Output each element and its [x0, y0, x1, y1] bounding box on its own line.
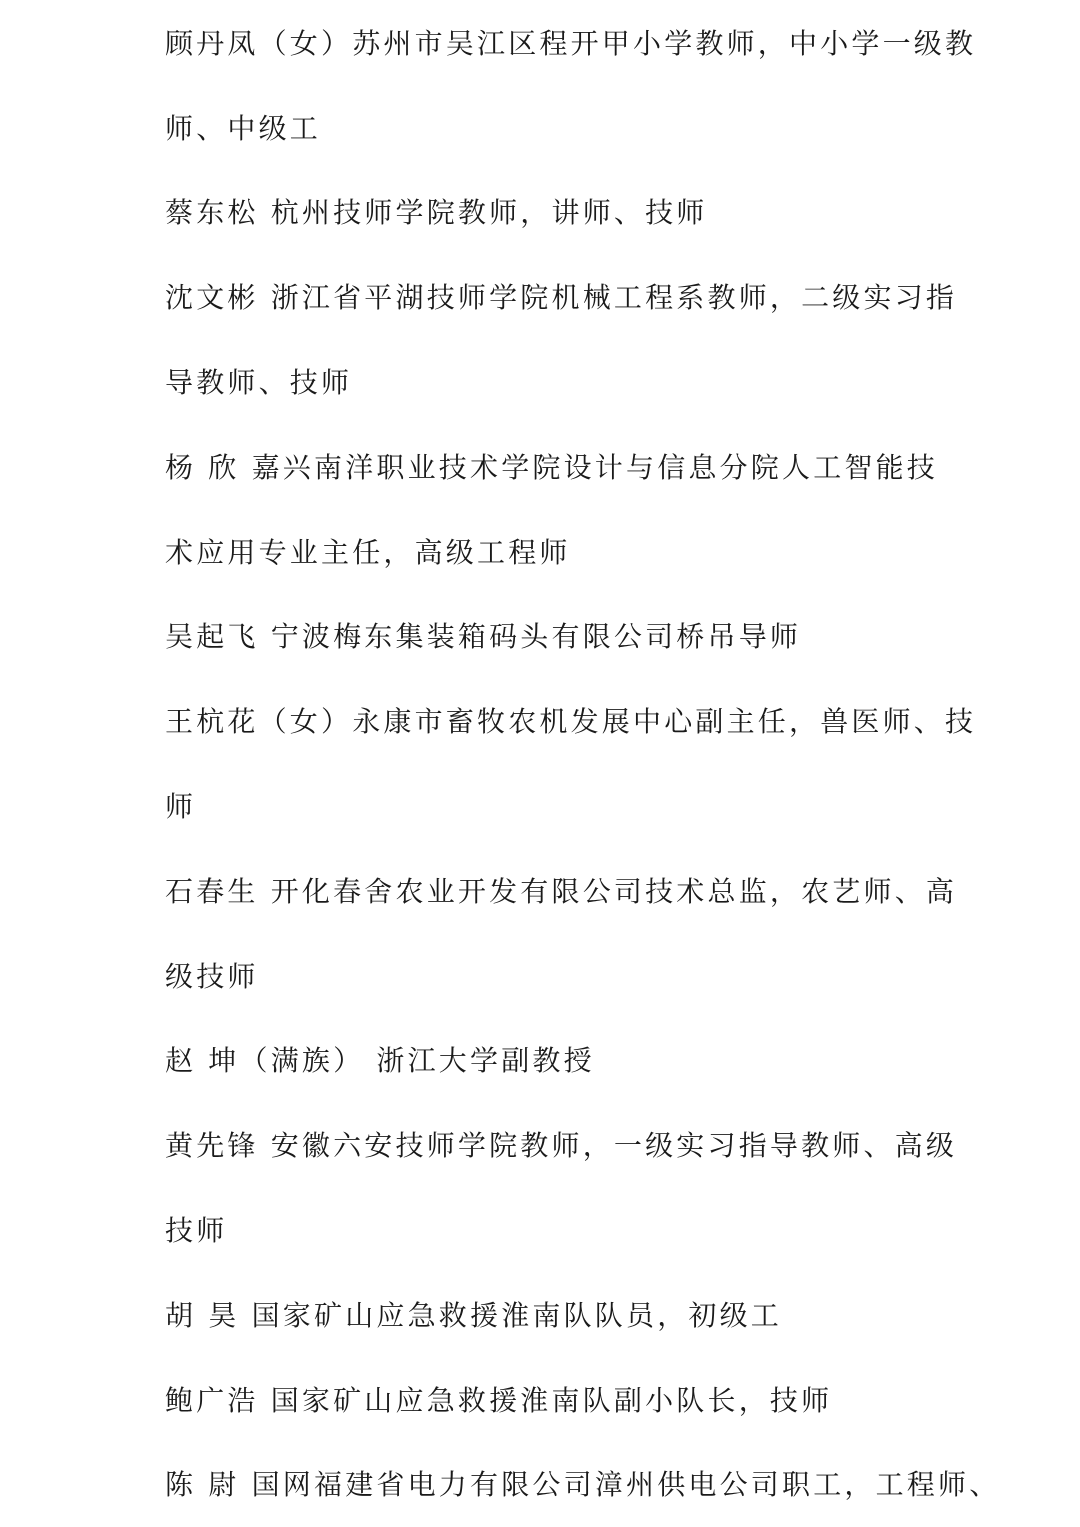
text-line: 黄先锋 安徽六安技师学院教师，一级实习指导教师、高级: [165, 1129, 958, 1162]
text-line: 石春生 开化春舍农业开发有限公司技术总监，农艺师、高: [165, 875, 958, 908]
text-line: 沈文彬 浙江省平湖技师学院机械工程系教师，二级实习指: [165, 281, 958, 314]
text-line: 师: [165, 790, 197, 823]
text-line: 胡 昊 国家矿山应急救援淮南队队员，初级工: [165, 1299, 783, 1332]
text-line: 导教师、技师: [165, 366, 353, 399]
text-line: 术应用专业主任，高级工程师: [165, 536, 571, 569]
text-line: 技师: [165, 1214, 228, 1247]
text-line: 蔡东松 杭州技师学院教师，讲师、技师: [165, 196, 708, 229]
text-line: 吴起飞 宁波梅东集装箱码头有限公司桥吊导师: [165, 620, 802, 653]
text-line: 顾丹凤（女）苏州市吴江区程开甲小学教师，中小学一级教: [165, 27, 977, 60]
text-line: 师、中级工: [165, 112, 322, 145]
text-line: 级技师: [165, 960, 259, 993]
text-line: 杨 欣 嘉兴南洋职业技术学院设计与信息分院人工智能技: [165, 451, 939, 484]
text-line: 王杭花（女）永康市畜牧农机发展中心副主任，兽医师、技: [165, 705, 977, 738]
text-line: 鲍广浩 国家矿山应急救援淮南队副小队长，技师: [165, 1384, 833, 1417]
text-line: 陈 尉 国网福建省电力有限公司漳州供电公司职工，工程师、: [165, 1468, 1001, 1501]
text-line: 赵 坤（满族） 浙江大学副教授: [165, 1044, 595, 1077]
